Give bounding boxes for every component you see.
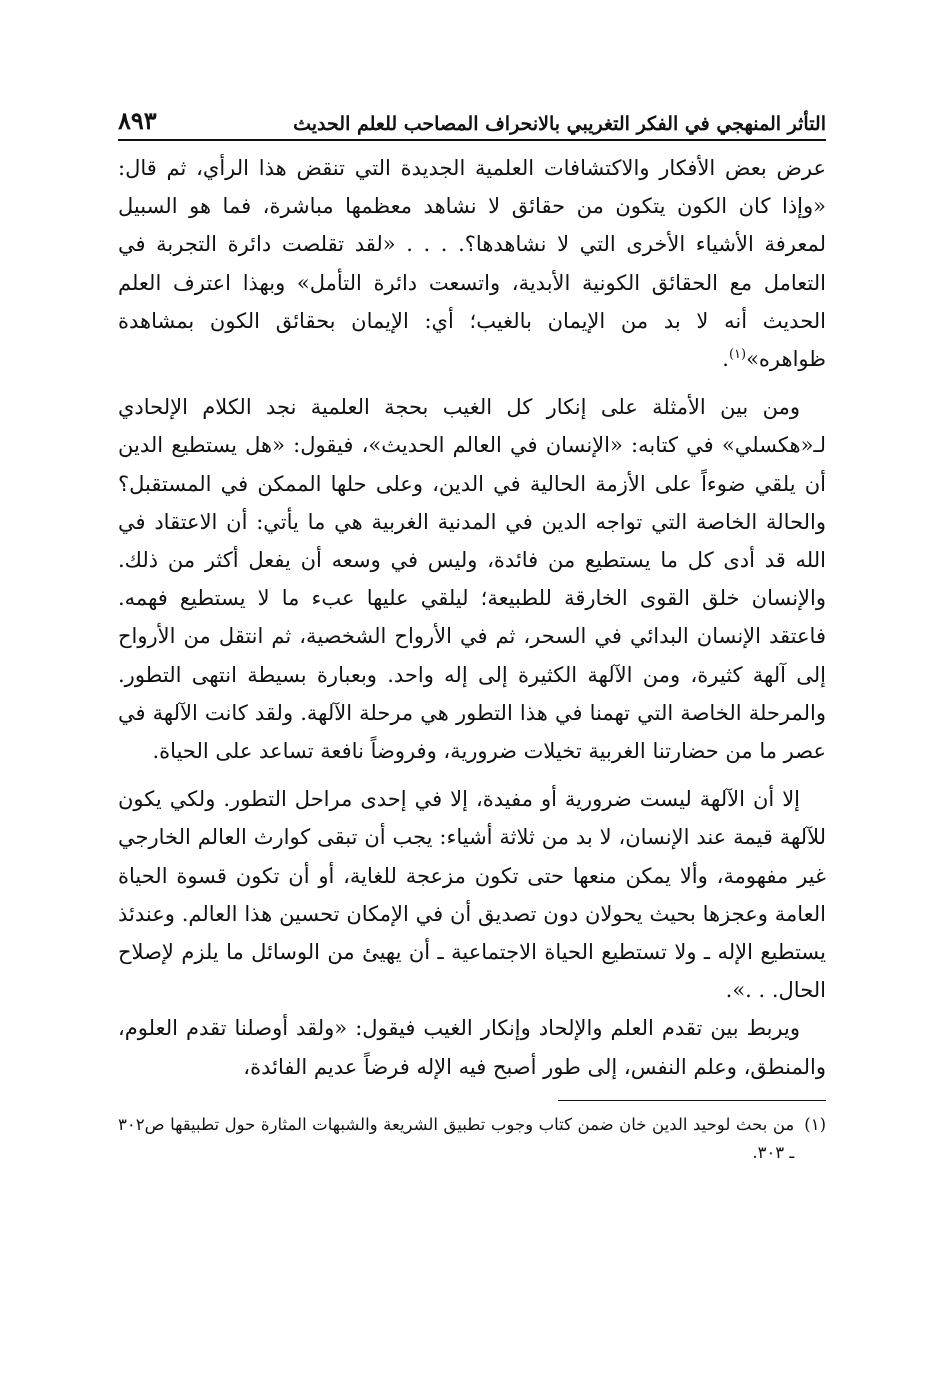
paragraph-1 bbox=[118, 149, 826, 378]
footnote-text: من بحث لوحيد الدين خان ضمن كتاب وجوب تطبيق الشريعة والشبهات المثارة حول تطبيقها ص٣٠٢ ـ ٣٠٣. bbox=[118, 1114, 795, 1162]
paragraph-text: عرض بعض الأفكار والاكتشافات العلمية الجديدة التي تنقض هذا الرأي، ثم قال: «وإذا كان الكون يتكون من حقائق لا نشاهد معظمها مباشرة، فما هو السبيل لمعرفة الأشياء الأخرى التي لا نشاهدها؟. . . . «لقد تقلصت دائرة التجربة في التعامل مع الحقائق الكونية الأبدية، واتسعت دائرة التأمل» وبهذا اعترف العلم الحديث أنه لا بد من الإيمان بالغيب؛ أي: الإيمان بحقائق الكون بمشاهدة ظواهره» bbox=[118, 156, 826, 372]
document-page bbox=[118, 95, 826, 1335]
running-title: التأثر المنهجي في الفكر التغريبي بالانحراف المصاحب للعلم الحديث bbox=[293, 113, 826, 135]
paragraph-text: ومن بين الأمثلة على إنكار كل الغيب بحجة العلمية نجد الكلام الإلحادي لـ«هكسلي» في كتابه: «الإنسان في العالم الحديث»، فيقول: «هل يستطيع الدين أن يلقي ضوءاً على الأزمة الحالية في الدين، وعلى حلها الممكن في المستقبل؟ والحالة الخاصة التي تواجه الدين في المدنية الغربية هي ما يأتي: أن الاعتقاد في الله قد أدى كل ما يستطيع من فائدة، وليس في وسعه أن يفعل أكثر من ذلك. والإنسان خلق القوى الخارقة للطبيعة؛ ليلقي عليها عبء ما لا يستطيع فهمه. فاعتقد الإنسان البدائي في السحر، ثم في الأرواح الشخصية، ثم انتقل من الأرواح إلى آلهة كثيرة، ومن الآلهة الكثيرة إلى إله واحد. وبعبارة بسيطة انتهى التطور. والمرحلة الخاصة التي تهمنا في هذا التطور هي مرحلة الآلهة. ولقد كانت الآلهة في عصر ما من حضارتنا الغربية تخيلات ضرورية، وفروضاً نافعة تساعد على الحياة. bbox=[118, 395, 826, 764]
paragraph-2 bbox=[118, 388, 826, 770]
paragraph-text: ويربط بين تقدم العلم والإلحاد وإنكار الغيب فيقول: «ولقد أوصلنا تقدم العلوم، والمنطق، وعلم النفس، إلى طور أصبح فيه الإله فرضاً عديم الفائدة، bbox=[118, 1016, 826, 1079]
footnote-1 bbox=[118, 1111, 826, 1167]
paragraph-text: إلا أن الآلهة ليست ضرورية أو مفيدة، إلا في إحدى مراحل التطور. ولكي يكون للآلهة قيمة عند الإنسان، لا بد من ثلاثة أشياء: يجب أن تبقى كوارث العالم الخارجي غير مفهومة، وألا يمكن منعها حتى تكون مزعجة للغاية، أو أن تكون قسوة الحياة العامة وعجزها بحيث يحولان دون تصديق أن في الإمكان تحسين هذا العالم. وعندئذ يستطيع الإله ـ ولا تستطيع الحياة الاجتماعية ـ أن يهيئ من الوسائل ما يلزم لإصلاح الحال. . .». bbox=[118, 787, 826, 1003]
body-text bbox=[118, 149, 826, 1086]
footnote-divider bbox=[558, 1100, 826, 1101]
paragraph-tail: . bbox=[722, 347, 729, 372]
running-header bbox=[118, 95, 826, 141]
footnote-reference[interactable]: (١) bbox=[728, 347, 747, 363]
footnote-marker: (١) bbox=[804, 1114, 826, 1134]
page-number: ٨٩٣ bbox=[118, 106, 157, 135]
footnotes bbox=[118, 1111, 826, 1167]
paragraph-4 bbox=[118, 1009, 826, 1085]
paragraph-3 bbox=[118, 780, 826, 1009]
